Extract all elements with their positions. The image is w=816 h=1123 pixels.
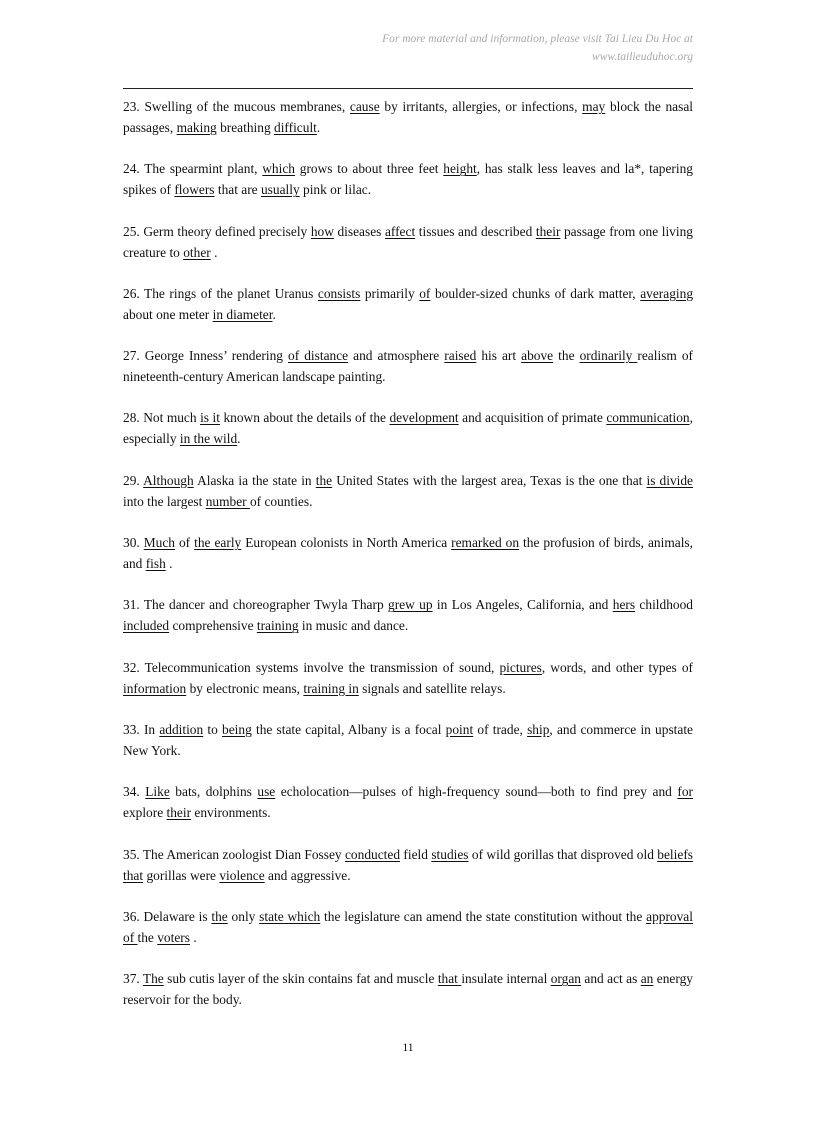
question-text: in Los Angeles, California, and	[432, 597, 613, 613]
underlined-option: of	[419, 285, 431, 301]
question-text: 26. The rings of the planet Uranus	[123, 285, 318, 301]
underlined-option: remarked on	[451, 535, 520, 551]
underlined-option: flowers	[174, 182, 215, 198]
question-text: block the nasal passages,	[123, 99, 693, 135]
underlined-option: beliefs that	[123, 846, 693, 883]
underlined-option: approval of	[123, 908, 693, 945]
underlined-option: included	[123, 618, 170, 634]
question-text: of wild gorillas that disproved old	[468, 846, 658, 862]
question-item	[123, 781, 693, 823]
question-text: comprehensive	[169, 618, 257, 634]
question-text: .	[237, 431, 241, 447]
question-item	[123, 158, 693, 200]
question-text: the legislature can amend the state constitution without the	[320, 908, 647, 924]
question-text: 35. The American zoologist Dian Fossey	[123, 846, 345, 862]
question-text: insulate internal	[461, 971, 551, 987]
question-text: 29.	[123, 472, 144, 488]
underlined-option: Much	[143, 535, 175, 551]
question-text: and act as	[580, 971, 641, 987]
underlined-option: fish	[145, 556, 166, 572]
question-item	[123, 345, 693, 387]
question-item	[123, 96, 693, 138]
question-text: that are	[214, 182, 261, 198]
question-item	[123, 719, 693, 761]
question-text: 30.	[123, 535, 144, 551]
question-text: tissues and described	[415, 223, 536, 239]
underlined-option: ordinarily	[579, 348, 638, 364]
question-text: breathing	[216, 120, 274, 135]
question-text: gorillas were	[143, 867, 220, 883]
question-text: .	[210, 244, 218, 260]
question-text: 32. Telecommunication systems involve the transmission of sound,	[123, 659, 500, 675]
question-item	[123, 906, 693, 948]
question-text: .	[189, 929, 197, 945]
question-text: to	[203, 721, 223, 737]
underlined-option: averaging	[640, 285, 694, 301]
underlined-option: voters	[157, 929, 190, 945]
question-text: primarily	[360, 285, 420, 301]
header-divider	[123, 88, 693, 89]
underlined-option: usually	[260, 182, 300, 198]
underlined-option: studies	[431, 846, 469, 862]
question-text: of trade,	[473, 721, 528, 737]
question-text: European colonists in North America	[241, 535, 452, 551]
question-text: , has stalk less leaves and la*, tapering spikes of	[123, 161, 693, 198]
question-text: 24. The spearmint plant,	[123, 161, 263, 177]
underlined-option: an	[640, 971, 654, 987]
question-item	[123, 594, 693, 636]
underlined-option: number	[205, 493, 250, 509]
page-header	[123, 30, 693, 66]
underlined-option: training in	[303, 680, 359, 696]
question-text: 23. Swelling of the mucous membranes,	[123, 99, 350, 114]
underlined-option: addition	[159, 721, 204, 737]
underlined-option: of distance	[288, 348, 349, 364]
question-text: diseases	[333, 223, 385, 239]
underlined-option: hers	[612, 597, 636, 613]
underlined-option: may	[582, 99, 606, 114]
question-text: environments.	[191, 805, 271, 821]
question-text: 33. In	[123, 721, 160, 737]
question-text: about one meter	[123, 306, 213, 322]
question-item	[123, 844, 693, 886]
question-text: .	[316, 120, 321, 135]
question-list	[123, 96, 693, 1030]
question-item	[123, 968, 693, 1010]
underlined-option: is it	[200, 410, 220, 426]
question-item	[123, 532, 693, 574]
underlined-option: training	[256, 618, 299, 634]
underlined-option: the early	[194, 535, 242, 551]
question-text: signals and satellite relays.	[358, 680, 506, 696]
underlined-option: communication	[606, 410, 690, 426]
underlined-option: height	[443, 161, 477, 177]
underlined-option: consists	[317, 285, 361, 301]
question-text: sub cutis layer of the skin contains fat and muscle	[163, 971, 438, 987]
question-text: childhood	[635, 597, 693, 613]
question-text: 31. The dancer and choreographer Twyla Tharp	[123, 597, 389, 613]
question-text: the profusion of birds, animals, and	[123, 535, 693, 572]
underlined-option: their	[535, 223, 561, 239]
question-text: energy reservoir for the body.	[123, 971, 693, 1008]
underlined-option: cause	[349, 99, 380, 114]
underlined-option: affect	[384, 223, 416, 239]
question-text: passage from one living creature to	[123, 223, 693, 260]
header-line-1: For more material and information, please visit Tai Lieu Du Hoc at	[382, 33, 693, 45]
underlined-option: Although	[143, 472, 194, 488]
underlined-option: violence	[219, 867, 265, 883]
underlined-option: making	[176, 120, 217, 135]
underlined-option: other	[183, 244, 211, 260]
question-text: by electronic means,	[186, 680, 304, 696]
question-text: bats, dolphins	[169, 784, 258, 800]
question-text: boulder-sized chunks of dark matter,	[430, 285, 641, 301]
question-item	[123, 470, 693, 512]
underlined-option: how	[310, 223, 334, 239]
underlined-option: information	[123, 680, 187, 696]
underlined-option: the	[315, 472, 333, 488]
underlined-option: use	[257, 784, 276, 800]
question-item	[123, 407, 693, 449]
question-item	[123, 657, 693, 699]
question-text: 36. Delaware is	[123, 908, 212, 924]
underlined-option: grew up	[388, 597, 433, 613]
question-text: Alaska ia the state in	[193, 472, 316, 488]
question-text: .	[272, 306, 276, 322]
question-text: the	[137, 929, 158, 945]
underlined-option: Like	[145, 784, 170, 800]
question-text: 37.	[123, 971, 143, 987]
header-line-2: www.tailieuduhoc.org	[592, 51, 693, 63]
question-text: by irritants, allergies, or infections,	[379, 99, 583, 114]
underlined-option: that	[437, 971, 462, 987]
question-text: United States with the largest area, Texas is the one that	[332, 472, 647, 488]
underlined-option: their	[166, 805, 192, 821]
question-text: his art	[476, 348, 522, 364]
underlined-option: pictures	[499, 659, 542, 675]
question-text: of counties.	[249, 493, 313, 509]
underlined-option: above	[521, 348, 554, 364]
underlined-option: in diameter	[212, 306, 273, 322]
page-number: 11	[402, 1042, 414, 1054]
question-text: in music and dance.	[298, 618, 409, 634]
question-text: pink or lilac.	[299, 182, 372, 198]
question-text: 34.	[123, 784, 146, 800]
question-text: and aggressive.	[264, 867, 351, 883]
underlined-option: organ	[550, 971, 581, 987]
underlined-option: difficult	[274, 120, 317, 135]
underlined-option: raised	[444, 348, 477, 364]
question-text: 25. Germ theory defined precisely	[123, 223, 311, 239]
underlined-option: point	[445, 721, 474, 737]
underlined-option: is divide	[646, 472, 694, 488]
question-text: realism of nineteenth-century American landscape painting.	[123, 348, 694, 385]
question-item	[123, 283, 693, 325]
underlined-option: development	[389, 410, 459, 426]
question-text: of	[174, 535, 195, 551]
question-text: explore	[123, 805, 167, 821]
question-text: 27. George Inness’ rendering	[123, 348, 289, 364]
underlined-option: The	[142, 971, 164, 987]
question-text: field	[400, 846, 432, 862]
underlined-option: conducted	[344, 846, 401, 862]
underlined-option: state which	[259, 908, 321, 924]
question-text: only	[227, 908, 260, 924]
question-text: grows to about three feet	[295, 161, 444, 177]
underlined-option: the	[211, 908, 228, 924]
underlined-option: which	[262, 161, 295, 177]
question-item	[123, 221, 693, 263]
underlined-option: in the wild	[179, 431, 238, 447]
question-text: , and commerce in upstate New York.	[123, 721, 693, 758]
question-text: , words, and other types of	[541, 659, 693, 675]
question-text: the	[553, 348, 580, 364]
question-text: 28. Not much	[123, 410, 201, 426]
underlined-option: for	[677, 784, 693, 800]
underlined-option: being	[222, 721, 252, 737]
question-text: .	[165, 556, 173, 572]
question-text: into the largest	[123, 493, 206, 509]
question-text: and acquisition of primate	[458, 410, 607, 426]
question-text: and atmosphere	[348, 348, 445, 364]
question-text: known about the details of the	[219, 410, 390, 426]
question-text: the state capital, Albany is a focal	[251, 721, 446, 737]
question-text: , especially	[123, 410, 693, 447]
underlined-option: ship	[527, 721, 550, 737]
question-text: echolocation—pulses of high-frequency sound—both to find prey and	[275, 784, 678, 800]
